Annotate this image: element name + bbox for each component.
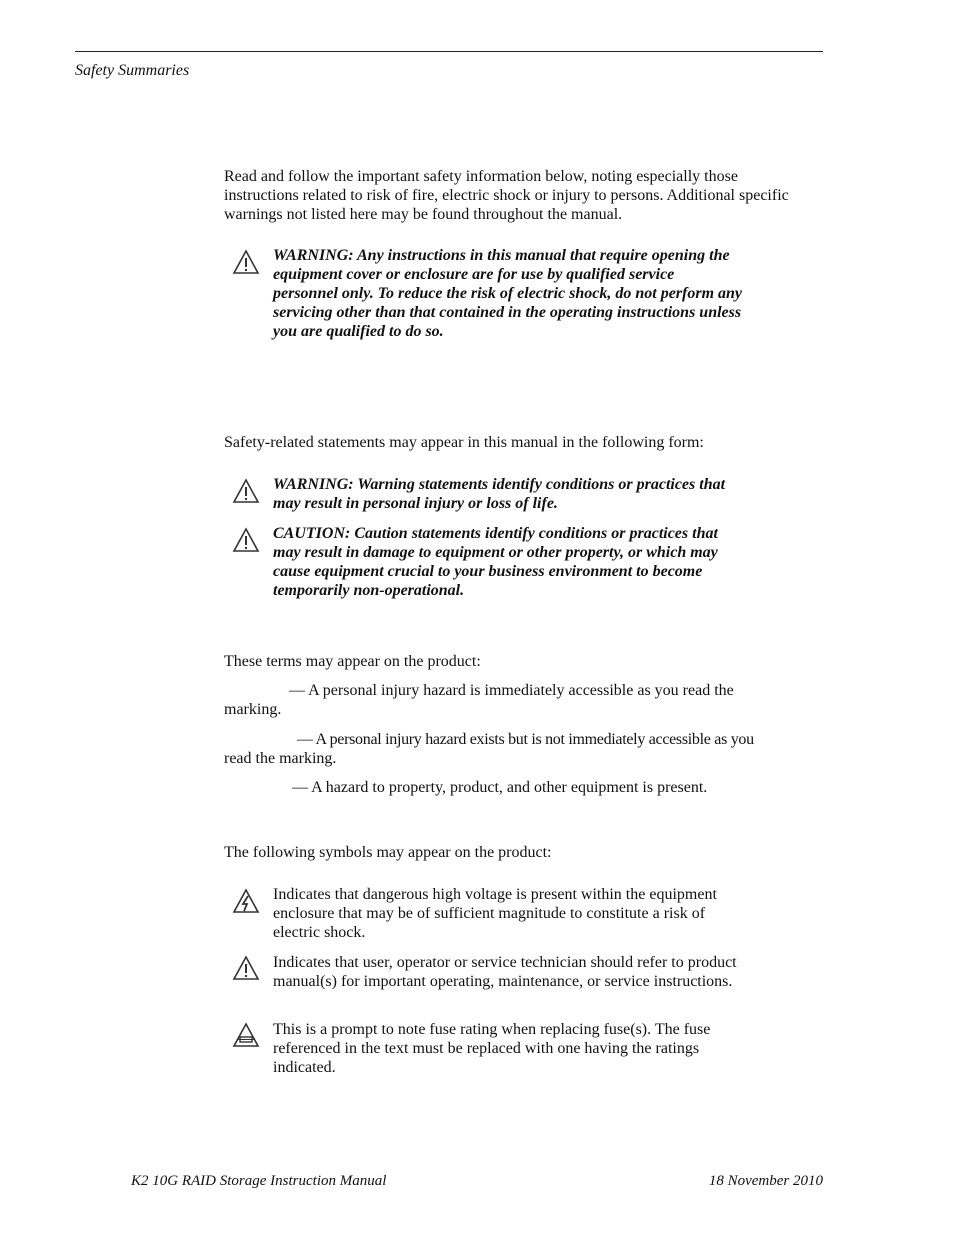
high-voltage-icon [232,888,260,914]
fuse-icon [232,1022,260,1048]
warning-statement-icon [232,478,260,504]
warning-triangle-icon [232,249,260,275]
term-warning [224,730,804,768]
term-danger-text: — A personal injury hazard is immediately accessible as you read the [289,682,734,699]
footer-date: 18 November 2010 [708,1173,823,1189]
term-danger [224,681,804,719]
caution-statement: CAUTION: Caution statements identify conditions or practices that may result in damage to equipment or other property, or which may cause equipment crucial to your business environment to become temporarily non-operational. [273,525,718,599]
symbols-intro: The following symbols may appear on the product: [224,844,552,861]
statements-intro: Safety-related statements may appear in this manual in the following form: [224,434,704,451]
symbol-high-voltage-text: Indicates that dangerous high voltage is present within the equipment enclosure that may be of sufficient magnitude to constitute a risk of electric shock. [273,886,717,941]
header-rule [75,51,823,52]
caution-icon [232,955,260,981]
term-warning-text-cont: read the marking. [224,750,337,767]
symbol-fuse-text: This is a prompt to note fuse rating when replacing fuse(s). The fuse referenced in the text must be replaced with one having the ratings indicated. [273,1021,711,1076]
term-caution-text: — A hazard to property, product, and other equipment is present. [292,779,708,796]
intro-paragraph: Read and follow the important safety information below, noting especially those instructions related to risk of fire, electric shock or injury to persons. Additional specific warnings not listed here may be found throughout the manual. [224,168,789,223]
term-warning-text: — A personal injury hazard exists but is not immediately accessible as you [297,731,754,748]
warning-main: WARNING: Any instructions in this manual that require opening the equipment cover or enclosure are for use by qualified service personnel only. To reduce the risk of electric shock, do not perform any servicing other than that contained in the operating instructions unless you are qualified to do so. [273,247,743,340]
section-title: Safety Summaries [75,62,190,79]
warning-statement: WARNING: Warning statements identify conditions or practices that may result in personal injury or loss of life. [273,476,726,512]
term-caution [224,778,804,797]
footer-manual-title: K2 10G RAID Storage Instruction Manual [131,1173,387,1189]
term-danger-text-cont: marking. [224,701,282,718]
terms-intro: These terms may appear on the product: [224,653,481,670]
symbol-caution-text: Indicates that user, operator or service technician should refer to product manual(s) for important operating, maintenance, or service instructions. [273,954,737,990]
caution-statement-icon [232,527,260,553]
